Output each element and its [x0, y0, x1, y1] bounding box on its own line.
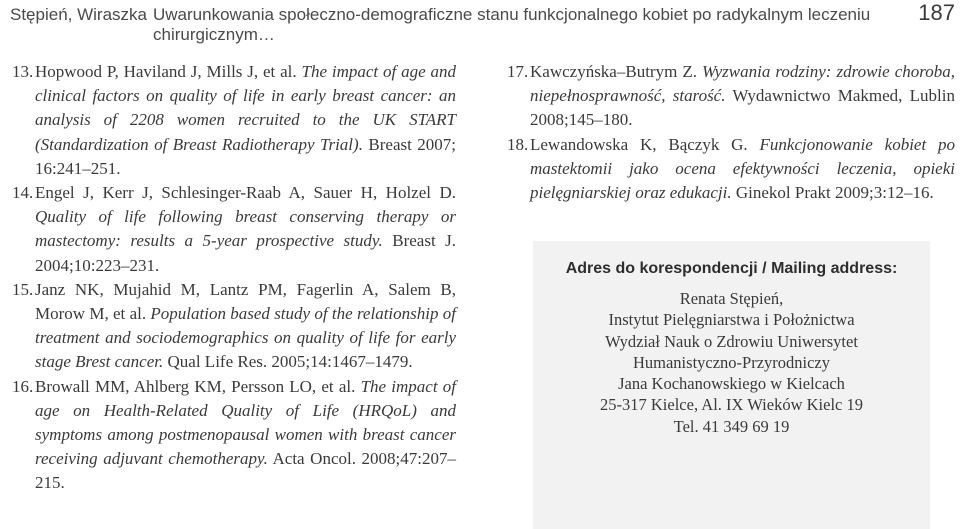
reference-item: [507, 60, 955, 133]
reference-body: [530, 60, 955, 133]
reference-number: 17.: [507, 62, 529, 81]
address-line: Humanistyczno-Przyrodniczy: [632, 352, 831, 372]
reference-authors: Lewandowska K, Bączyk G.: [530, 134, 760, 154]
reference-source: Qual Life Res. 2005;14:1467–1479.: [163, 352, 413, 372]
reference-number: 18.: [507, 134, 529, 154]
address-line: Wydział Nauk o Zdrowiu Uniwersytet: [605, 331, 858, 351]
reference-title: Wyzwania rodziny: zdrowie choroba, niepełnosprawność, starość.: [530, 62, 956, 106]
reference-title: Funkcjonowanie kobiet po mastektomii jako ocena efektywności leczenia, opieki pielęgniarskiej oraz edukacji.: [530, 134, 956, 203]
reference-body: [35, 278, 456, 375]
address-heading: Adres do korespondencji / Mailing address:: [565, 260, 898, 277]
reference-authors: Janz NK, Mujahid M, Lantz PM, Fagerlin A, Salem B, Morow M, et al.: [35, 279, 456, 324]
running-header: [10, 0, 955, 44]
reference-item: [12, 278, 456, 375]
address-line: 25-317 Kielce, Al. IX Wieków Kielc 19: [600, 395, 863, 415]
reference-source: Ginekol Prakt 2009;3:12–16.: [731, 183, 934, 203]
address-line: Jana Kochanowskiego w Kielcach: [618, 374, 845, 394]
reference-title: The impact of age and clinical factors on quality of life in early breast cancer: an analysis of 2208 women recruited to the UK START (Standardization of Breast Radiotherapy Trial).: [35, 62, 457, 154]
header-authors: Stępień, Wiraszka: [10, 5, 147, 24]
reference-number: 14.: [12, 183, 34, 203]
reference-source: Acta Oncol. 2008;47:207–215.: [35, 449, 456, 493]
address-line: Instytut Pielęgniarstwa i Położnictwa: [608, 310, 855, 330]
reference-body: [35, 375, 456, 496]
reference-body: [530, 133, 955, 206]
address-line: Tel. 41 349 69 19: [673, 416, 790, 436]
mailing-address-box: [533, 241, 930, 529]
reference-authors: Kawczyńska–Butrym Z.: [530, 62, 703, 81]
reference-authors: Engel J, Kerr J, Schlesinger-Raab A, Sauer H, Holzel D.: [35, 183, 456, 203]
reference-source: Breast 2007; 16:241–251.: [35, 134, 456, 178]
address-line: Renata Stępień,: [679, 289, 784, 308]
reference-body: [35, 181, 456, 278]
reference-title: Population based study of the relationship of treatment and sociodemographics on quality of life for early stage Brest cancer.: [35, 304, 456, 372]
reference-authors: Hopwood P, Haviland J, Mills J, et al.: [35, 62, 302, 81]
reference-number: 13.: [12, 62, 34, 81]
reference-item: [507, 133, 955, 206]
reference-number: 16.: [12, 376, 34, 396]
page-number: 187: [918, 0, 955, 25]
reference-source: Wydawnictwo Makmed, Lublin 2008;145–180.: [530, 86, 955, 130]
reference-source: Breast J. 2004;10:223–231.: [35, 231, 456, 275]
reference-item: [12, 181, 456, 278]
reference-body: [35, 60, 456, 181]
reference-authors: Browall MM, Ahlberg KM, Persson LO, et al.: [35, 376, 361, 396]
reference-number: 15.: [12, 279, 34, 299]
reference-item: [12, 375, 456, 496]
header-title: Uwarunkowania społeczno-demograficzne stanu funkcjonalnego kobiet po radykalnym leczeniu chirurgicznym…: [153, 5, 871, 44]
reference-item: [12, 60, 456, 181]
reference-title: Quality of life following breast conserving therapy or mastectomy: results a 5-year prospective study.: [35, 207, 456, 251]
references-right-column: [507, 60, 955, 205]
references-left-column: [12, 60, 456, 496]
reference-title: The impact of age on Health-Related Quality of Life (HRQoL) and symptoms among postmenopausal women with breast cancer receiving adjuvant chemotherapy.: [35, 376, 456, 469]
